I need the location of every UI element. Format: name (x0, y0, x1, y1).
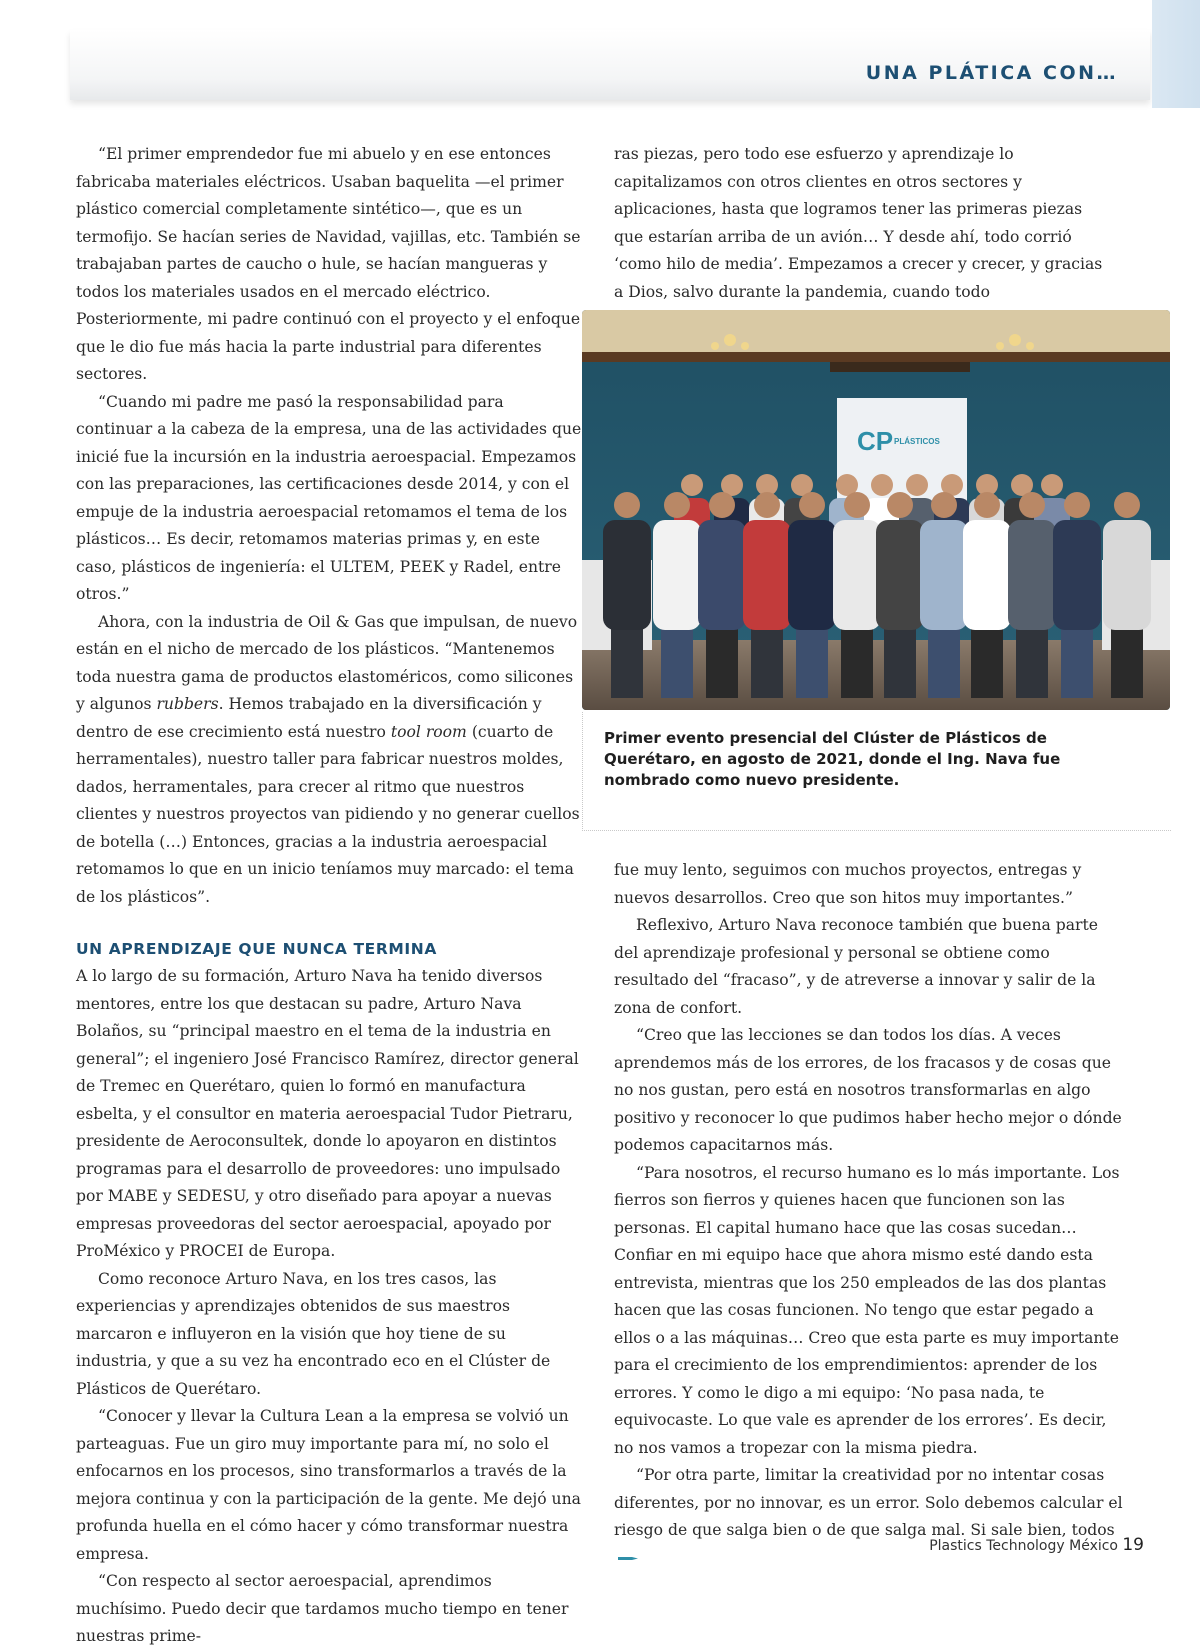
right-top-paragraph: ras piezas, pero todo ese esfuerzo y aprendizaje lo capitalizamos con otros clientes en otros sectores y aplicaciones, hasta que logramos tener las primeras piezas que estarían arriba de un avión… Y desde ahí, todo corrió ‘como hilo de media’. Empezamos a crecer y crecer, y gracias a Dios, salvo durante la pandemia, cuando todo (614, 145, 1103, 301)
left-paragraph-1: “El primer emprendedor fue mi abuelo y en ese entonces fabricaba materiales eléctricos. Usaban baquelita —el primer plástico comercial completamente sintético—, que es un termofijo. Se hacían series de Navidad, vajillas, etc. También se trabajaban partes de caucho o hule, se hacían mangueras y todos los materiales usados en el mercado eléctrico. Posteriormente, mi padre continuó con el proyecto y el enfoque que le dio fue más hacia la parte industrial para diferentes sectores. (76, 145, 581, 383)
event-photo (582, 310, 1170, 710)
page-number: 19 (1122, 1535, 1144, 1555)
right-column-top (614, 141, 1114, 306)
left-paragraph-5: Como reconoce Arturo Nava, en los tres casos, las experiencias y aprendizajes obtenidos de sus maestros marcaron e influyeron en la visión que hoy tiene de su industria, y que a su vez ha encontrado eco en el Clúster de Plásticos de Querétaro. (76, 1269, 551, 1398)
right-paragraph-1: fue muy lento, seguimos con muchos proyectos, entregas y nuevos desarrollos. Creo que son hitos muy importantes.” (614, 861, 1082, 907)
text-run: . Hemos trabajado en la diversificación y dentro de ese crecimiento está nuestro (76, 695, 542, 741)
right-paragraph-4: “Para nosotros, el recurso humano es lo más importante. Los fierros son fierros y quienes hacen que funcionen son las personas. El capital humano hace que las cosas sucedan… Confiar en mi equipo hace que ahora mismo esté dando esta entrevista, mientras que los 250 empleados de las dos plantas hacen que las cosas funcionen. No tengo que estar pegado a ellos o a las máquinas… Creo que esta parte es muy importante para el crecimiento de los emprendimientos: aprender de los errores. Y como le digo a mi equipo: ‘No pasa nada, te equivocaste. Lo que vale es aprender de los errores’. Es decir, no nos vamos a tropezar con la misma piedra. (614, 1163, 1120, 1457)
screen-text: PLÁSTICOS (894, 437, 940, 446)
text-run: “Por otra parte, limitar la creatividad por no intentar cosas diferentes, por no innovar, es un error. Solo debemos calcular el riesgo de que salga bien o de que salga mal. Si sale bien, todos (614, 1466, 1123, 1539)
publication-name: Plastics Technology México (929, 1538, 1118, 1554)
left-column (76, 141, 584, 1651)
right-paragraph-3: “Creo que las lecciones se dan todos los días. A veces aprendemos más de los errores, de los fracasos y de cosas que no nos gustan, pero está en nosotros transformarlas en algo positivo y reconocer lo que pudimos haber hecho mejor o dónde podemos capacitarnos más. (614, 1026, 1122, 1154)
left-paragraph-2: “Cuando mi padre me pasó la responsabilidad para continuar a la cabeza de la empresa, una de las actividades que inicié fue la incursión en la industria aeroespacial. Empezamos con las preparaciones, las certificaciones desde 2014, y con el empuje de la industria aeroespacial retomamos el tema de los plásticos… Es decir, retomamos materias primas y, en este caso, plásticos de ingeniería: el ULTEM, PEEK y Radel, entre otros.” (76, 392, 582, 603)
left-paragraph-7: “Con respecto al sector aeroespacial, aprendimos muchísimo. Puedo decir que tardamos mucho tiempo en tener nuestras prime- (76, 1572, 569, 1645)
left-paragraph-3 (76, 609, 584, 912)
left-paragraph-6: “Conocer y llevar la Cultura Lean a la empresa se volvió un parteaguas. Fue un giro muy importante para mí, no solo el enfocarnos en los procesos, sino transformarlos a través de la mejora continua y con la participación de la gente. Me dejó una profunda huella en el cómo hacer y cómo transformar nuestra empresa. (76, 1407, 581, 1563)
left-paragraph-4: A lo largo de su formación, Arturo Nava ha tenido diversos mentores, entre los que destacan su padre, Arturo Nava Bolaños, su “principal maestro en el tema de la industria en general”; el ingeniero José Francisco Ramírez, director general de Tremec en Querétaro, quien lo formó en manufactura esbelta, y el consultor en materia aeroespacial Tudor Pietraru, presidente de Aeroconsultek, donde lo apoyaron en distintos programas para el desarrollo de proveedores: uno impulsado por MABE y SEDESU, y otro diseñado para apoyar a nuevas empresas proveedoras del sector aeroespacial, apoyado por ProMéxico y PROCEI de Europa. (76, 967, 579, 1260)
continue-arrow-icon (618, 1555, 638, 1562)
right-paragraph-2: Reflexivo, Arturo Nava reconoce también que buena parte del aprendizaje profesional y personal se obtiene como resultado del “fracaso”, y de atreverse a innovar y salir de la zona de confort. (614, 916, 1099, 1017)
section-subhead: UN APRENDIZAJE QUE NUNCA TERMINA (76, 940, 437, 958)
text-run: (cuarto de herramentales), nuestro taller para fabricar nuestros moldes, dados, herramentales, para crecer al ritmo que nuestros clientes y nuestros proyectos van pidiendo y no generar cuellos de botella (…) Entonces, gracias a la industria aeroespacial retomamos lo que en un inicio teníamos muy marcado: el tema de los plásticos”. (76, 722, 580, 906)
header-tab (1152, 0, 1200, 108)
italic-term: tool room (390, 722, 467, 741)
text-run: Ahora, con la industria de Oil & Gas que impulsan, de nuevo están en el nicho de mercado de los plásticos. “Mantenemos toda nuestra gama de productos elastoméricos, como silicones y algunos (76, 612, 578, 713)
group-photo-illustration (582, 310, 1170, 710)
section-label: UNA PLÁTICA CON… (865, 62, 1118, 84)
screen-logo: CP (857, 426, 894, 456)
right-column-bottom (614, 857, 1124, 1572)
italic-term: rubbers (156, 695, 219, 713)
right-paragraph-5 (614, 1462, 1124, 1572)
photo-caption: Primer evento presencial del Clúster de Plásticos de Querétaro, en agosto de 2021, donde el Ing. Nava fue nombrado como nuevo presidente. (604, 729, 1061, 789)
